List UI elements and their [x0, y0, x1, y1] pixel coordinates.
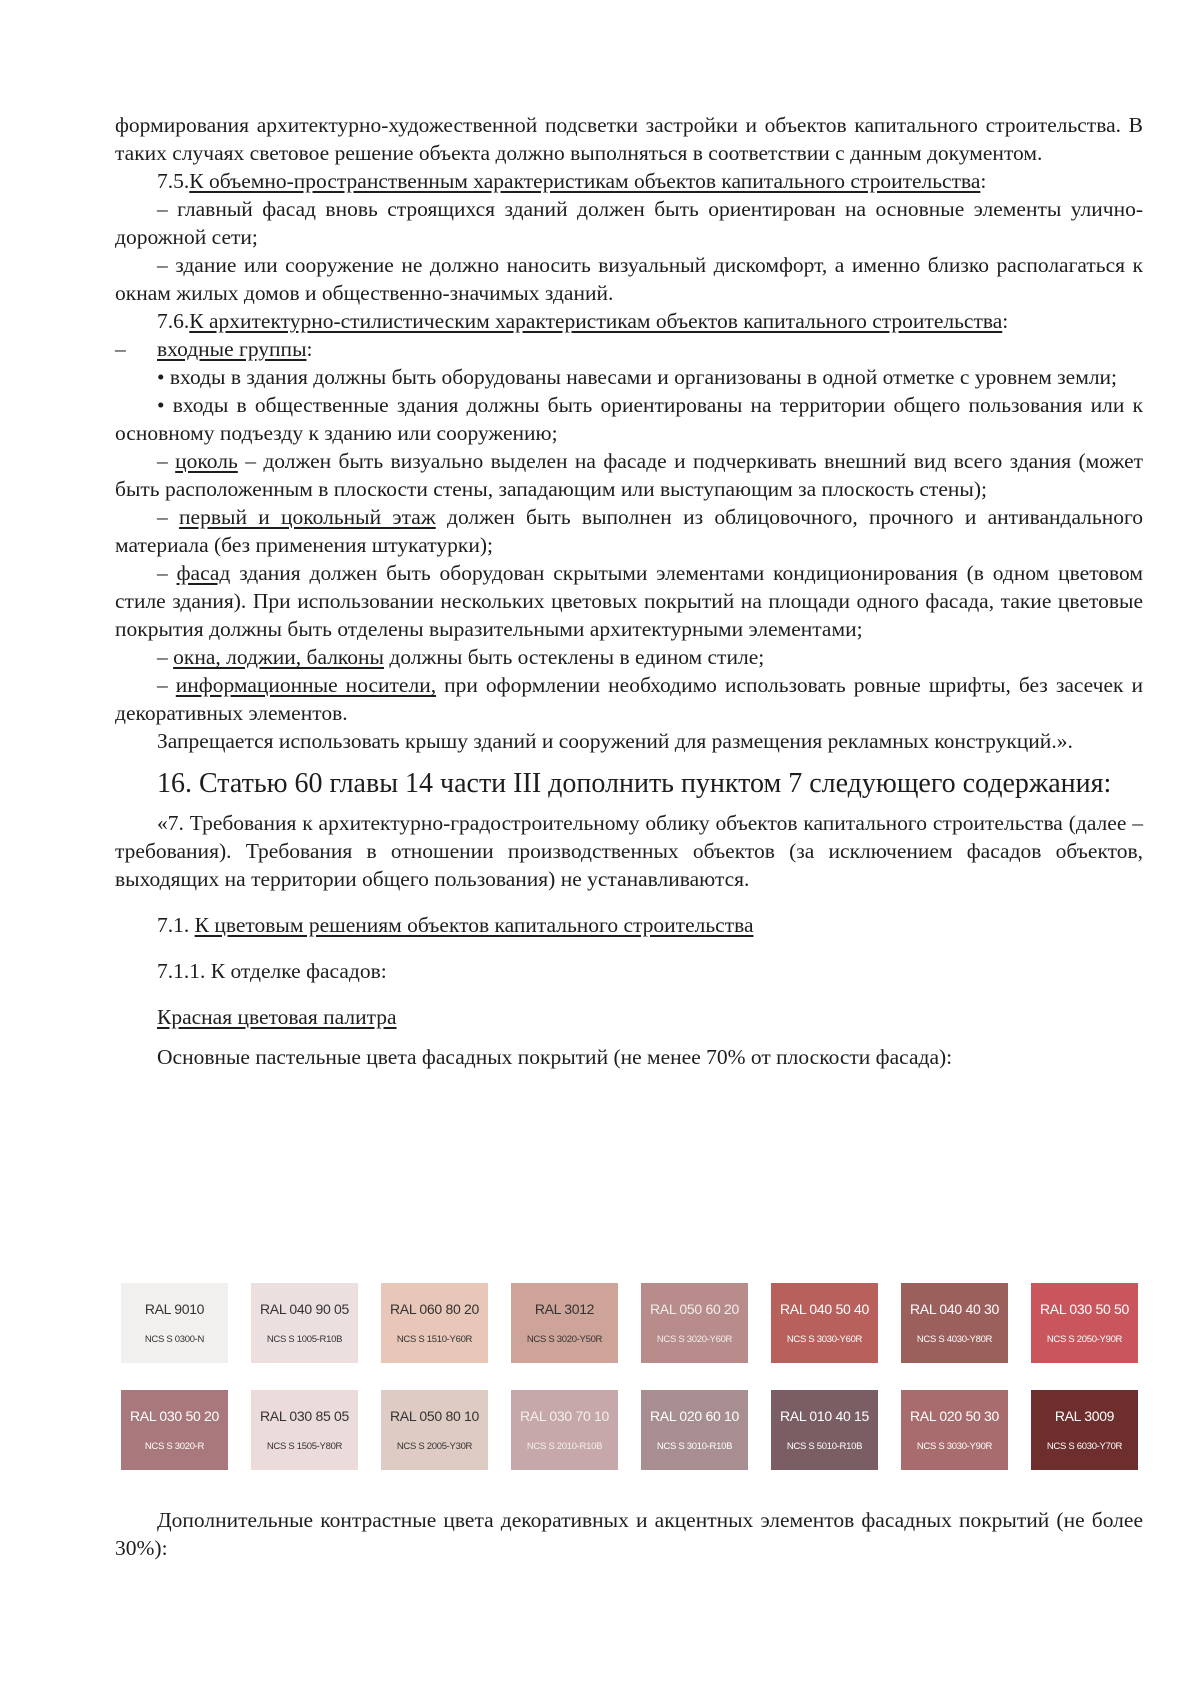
color-swatch: [121, 1283, 228, 1363]
list-item-info: [115, 671, 1143, 727]
color-swatch: [771, 1390, 878, 1470]
list-item-text: при оформлении необходимо использовать ровные шрифты, без засечек и декоративных элементов.: [115, 673, 1144, 725]
ral-code: RAL 020 60 10: [650, 1408, 739, 1424]
body-text: [115, 111, 1143, 1071]
list-item-title: фасад: [176, 561, 231, 585]
ral-code: RAL 040 50 40: [780, 1301, 869, 1317]
ncs-code: NCS S 4030-Y80R: [916, 1334, 993, 1345]
section-7-5-heading: 7.5.К объемно-пространственным характеристикам объектов капитального строительства:: [157, 169, 987, 193]
color-swatch: [381, 1283, 488, 1363]
list-item: – главный фасад вновь строящихся зданий должен быть ориентирован на основные элементы улично-дорожной сети;: [115, 197, 1143, 249]
color-swatch: [381, 1390, 488, 1470]
article-16-heading: 16. Статью 60 главы 14 части III дополнить пунктом 7 следующего содержания:: [157, 768, 1112, 799]
ncs-code: NCS S 3020-Y50R: [526, 1334, 603, 1345]
section-title: К объемно-пространственным характеристикам объектов капитального строительства: [189, 169, 981, 193]
color-swatch: [771, 1283, 878, 1363]
list-item-text: – должен быть визуально выделен на фасаде и подчеркивать внешний вид всего здания (может быть расположенным в плоскости стены, западающим или выступающим за плоскость стены);: [115, 449, 1144, 501]
bullet-item: • входы в общественные здания должны быть ориентированы на территории общего пользования или к основному подъезду к зданию или сооружению;: [115, 393, 1143, 445]
paragraph: формирования архитектурно-художественной подсветки застройки и объектов капитального строительства. В таких случаях световое решение объекта должно выполняться в соответствии с данным документом.: [115, 113, 1143, 165]
ral-code: RAL 030 85 05: [260, 1408, 349, 1424]
body-text-bottom: [115, 1506, 1143, 1562]
ncs-code: NCS S 5010-R10B: [786, 1441, 863, 1452]
dash-marker: –: [157, 449, 176, 473]
dash-marker: –: [115, 337, 126, 361]
list-item-title: цоколь: [175, 449, 238, 473]
list-item-plinth: [115, 447, 1143, 503]
ncs-code: NCS S 1005-R10B: [266, 1334, 343, 1345]
ncs-code: NCS S 2010-R10B: [526, 1441, 603, 1452]
section-7-1-heading: [115, 911, 1143, 939]
color-swatch: [1031, 1390, 1138, 1470]
list-item-facade: [115, 559, 1143, 643]
ral-code: RAL 040 40 30: [910, 1301, 999, 1317]
list-item-entry-groups: – входные группы:: [115, 337, 313, 361]
ncs-code: NCS S 1505-Y80R: [266, 1441, 343, 1452]
list-item: – здание или сооружение не должно наносить визуальный дискомфорт, а именно близко располагаться к окнам жилых домов и общественно-значимых зданий.: [115, 253, 1143, 305]
ncs-code: NCS S 0300-N: [144, 1334, 205, 1345]
list-item-title: входные группы: [157, 337, 307, 361]
ncs-code: NCS S 3030-Y60R: [786, 1334, 863, 1345]
color-swatch: [251, 1390, 358, 1470]
swatch-row: [121, 1390, 1136, 1470]
dash-marker: –: [157, 645, 174, 669]
section-7-1-1-heading: 7.1.1. К отделке фасадов:: [157, 959, 387, 983]
ncs-code: NCS S 3010-R10B: [656, 1441, 733, 1452]
palette-title: [115, 1003, 1143, 1031]
dash-marker: –: [157, 505, 180, 529]
paragraph: Запрещается использовать крышу зданий и сооружений для размещения рекламных конструкций.».: [157, 729, 1073, 753]
list-item-title: первый и цокольный этаж: [179, 505, 436, 529]
ral-code: RAL 030 50 50: [1040, 1301, 1129, 1317]
section-number: 7.6.: [157, 309, 190, 333]
section-number: 7.5.: [157, 169, 190, 193]
ral-code: RAL 040 90 05: [260, 1301, 349, 1317]
ncs-code: NCS S 1510-Y60R: [396, 1334, 473, 1345]
bullet-item: • входы в здания должны быть оборудованы навесами и организованы в одной отметке с уровнем земли;: [157, 365, 1118, 389]
color-swatch: [251, 1283, 358, 1363]
color-swatch: [901, 1283, 1008, 1363]
palette-title-text: Красная цветовая палитра: [157, 1005, 397, 1029]
section-7-6-heading: 7.6.К архитектурно-стилистическим характеристикам объектов капитального строительства:: [157, 309, 1009, 333]
dash-marker: –: [157, 673, 176, 697]
list-item-floor: [115, 503, 1143, 559]
color-swatch: [901, 1390, 1008, 1470]
list-item-windows: [115, 643, 1143, 671]
list-item-text: здания должен быть оборудован скрытыми элементами кондиционирования (в одном цветовом стиле здания). При использовании нескольких цветовых покрытий на площади одного фасада, такие цветовые покрытия должны быть отделены выразительными архитектурными элементами;: [115, 561, 1144, 641]
ral-code: RAL 3012: [534, 1301, 595, 1317]
dash-marker: –: [157, 561, 177, 585]
list-item-text: должны быть остеклены в едином стиле;: [384, 645, 765, 669]
section-number: 7.1.: [157, 913, 190, 937]
color-swatch: [511, 1283, 618, 1363]
color-swatch: [121, 1390, 228, 1470]
section-title: К архитектурно-стилистическим характеристикам объектов капитального строительства: [189, 309, 1003, 333]
main-colors-caption: Основные пастельные цвета фасадных покрытий (не менее 70% от плоскости фасада):: [157, 1045, 953, 1069]
extra-colors-caption: Дополнительные контрастные цвета декоративных и акцентных элементов фасадных покрытий (не более 30%):: [115, 1508, 1143, 1560]
ncs-code: NCS S 2050-Y90R: [1046, 1334, 1123, 1345]
ral-code: RAL 050 60 20: [650, 1301, 739, 1317]
paragraph: «7. Требования к архитектурно-градостроительному облику объектов капитального строительства (далее – требования). Требования в отношении производственных объектов (за исключением фасадов объектов, выходящих на территории общего пользования) не устанавливаются.: [115, 811, 1143, 891]
ral-code: RAL 060 80 20: [390, 1301, 479, 1317]
section-title: К цветовым решениям объектов капитального строительства: [194, 913, 754, 937]
ral-code: RAL 050 80 10: [390, 1408, 479, 1424]
color-swatch: [641, 1390, 748, 1470]
ncs-code: NCS S 6030-Y70R: [1046, 1441, 1123, 1452]
ncs-code: NCS S 3020-Y60R: [656, 1334, 733, 1345]
color-swatch: [1031, 1283, 1138, 1363]
ncs-code: NCS S 2005-Y30R: [396, 1441, 473, 1452]
color-swatch: [641, 1283, 748, 1363]
list-item-title: окна, лоджии, балконы: [173, 645, 384, 669]
ral-code: RAL 030 70 10: [520, 1408, 609, 1424]
ral-code: RAL 9010: [144, 1301, 205, 1317]
ral-code: RAL 3009: [1054, 1408, 1115, 1424]
list-item-text: должен быть выполнен из облицовочного, прочного и антивандального материала (без применения штукатурки);: [115, 505, 1143, 557]
swatch-row: [121, 1283, 1136, 1363]
ncs-code: NCS S 3030-Y90R: [916, 1441, 993, 1452]
ral-code: RAL 030 50 20: [130, 1408, 219, 1424]
ncs-code: NCS S 3020-R: [144, 1441, 205, 1452]
color-swatch: [511, 1390, 618, 1470]
ral-code: RAL 010 40 15: [780, 1408, 869, 1424]
list-item-title: информационные носители,: [175, 673, 437, 697]
ral-code: RAL 020 50 30: [910, 1408, 999, 1424]
